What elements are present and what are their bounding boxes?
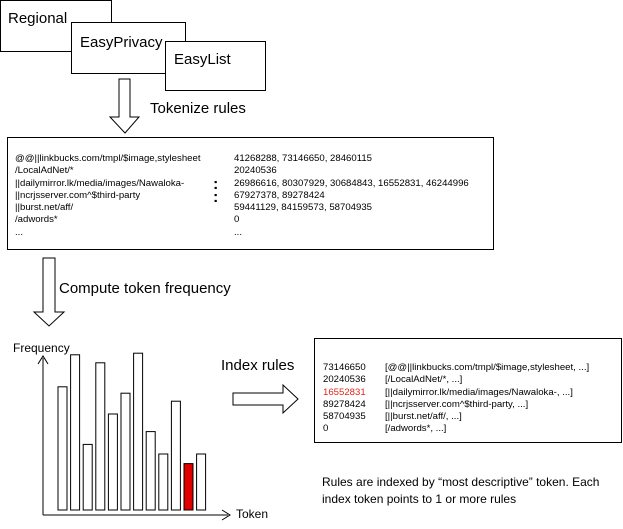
caption-line: index token points to 1 or more rules <box>322 492 517 506</box>
index-rules: [/LocalAdNet/*, ...] <box>385 374 463 386</box>
token-text: 41268288, 73146650, 28460115 <box>234 153 373 164</box>
step-index-label: Index rules <box>221 357 295 374</box>
frequency-bar <box>83 444 92 510</box>
chart-ylabel: Frequency <box>13 341 70 355</box>
easylist-box <box>165 41 266 91</box>
rule-text: /LocalAdNet/* <box>15 165 74 177</box>
frequency-bar <box>96 363 105 510</box>
index-rules: [||burst.net/aff/, ...] <box>385 411 462 423</box>
frequency-bar <box>146 432 155 510</box>
index-token: 89278424 <box>323 398 366 410</box>
index-rules: [@@||linkbucks.com/tmpl/$image,stylesheet, ...] <box>385 362 590 373</box>
frequency-bar-highlighted <box>184 464 193 510</box>
caption-line: Rules are indexed by “most descriptive” token. Each <box>322 475 600 489</box>
rule-text: ||burst.net/aff/ <box>15 202 74 214</box>
frequency-bar <box>108 414 117 510</box>
token-text: ... <box>234 226 242 238</box>
index-token: 73146650 <box>323 362 366 373</box>
chart-xlabel: Token <box>236 507 269 521</box>
frequency-bars <box>58 353 206 510</box>
token-text: 67927378, 89278424 <box>234 189 325 201</box>
token-list <box>234 153 469 239</box>
step-tokenize-label: Tokenize rules <box>150 100 246 117</box>
frequency-bar <box>121 393 130 510</box>
index-token: 0 <box>323 423 329 435</box>
rule-list <box>15 153 201 239</box>
index-token-list <box>323 362 366 436</box>
rule-text: @@||linkbucks.com/tmpl/$image,stylesheet <box>15 153 201 164</box>
frequency-bar <box>171 401 180 510</box>
separator-mark: : <box>213 176 219 193</box>
token-text: 59441129, 84159573, 58704935 <box>234 202 373 214</box>
easyprivacy-label: EasyPrivacy <box>80 34 163 51</box>
rule-text: ||ncrjsserver.com^$third-party <box>15 189 141 201</box>
token-text: 20240536 <box>234 165 277 177</box>
frequency-bar <box>71 355 80 510</box>
rule-text: ... <box>15 226 23 238</box>
right-arrow-index <box>233 385 298 413</box>
index-rules: [||ncrjsserver.com^$third-party, ...] <box>385 398 529 410</box>
index-rule-list <box>385 362 589 436</box>
frequency-bar <box>159 454 168 510</box>
index-token: 58704935 <box>323 411 366 423</box>
tokenized-rules-box <box>7 137 494 250</box>
token-text: 26986616, 80307929, 30684843, 16552831, 46244996 <box>234 177 469 189</box>
rule-text: ||dailymirror.lk/media/images/Nawaloka- <box>15 177 185 189</box>
token-text: 0 <box>234 214 240 226</box>
index-rules: [||dailymirror.lk/media/images/Nawaloka-, ...] <box>385 386 573 398</box>
index-token-highlighted: 16552831 <box>323 386 366 398</box>
frequency-bar <box>134 353 143 510</box>
regional-label: Regional <box>8 10 68 27</box>
index-box <box>314 338 622 443</box>
step-frequency-label: Compute token frequency <box>59 280 231 297</box>
rule-text: /adwords* <box>15 214 58 226</box>
caption <box>322 474 599 508</box>
frequency-bar <box>197 454 206 510</box>
index-token: 20240536 <box>323 374 366 386</box>
frequency-bar <box>58 387 67 510</box>
separator-mark: : <box>213 189 219 206</box>
easylist-label: EasyList <box>174 51 231 68</box>
index-rules: [/adwords*, ...] <box>385 423 447 435</box>
down-arrow-tokenize <box>110 79 139 133</box>
